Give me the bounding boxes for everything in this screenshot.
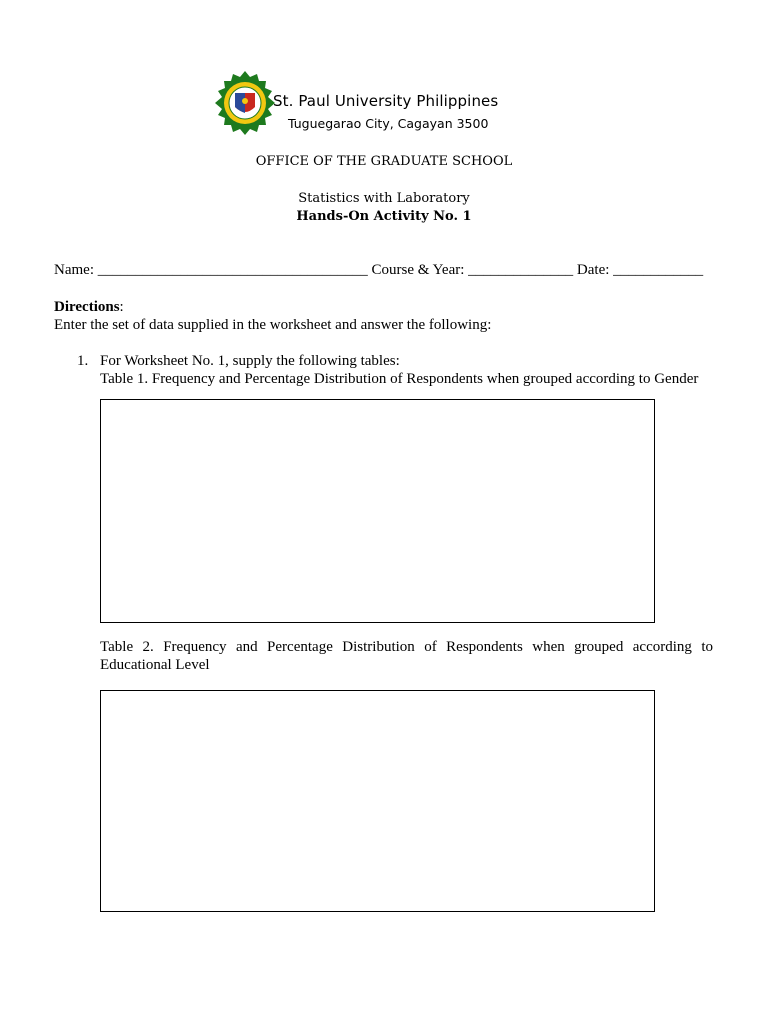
office-title: OFFICE OF THE GRADUATE SCHOOL [255, 154, 513, 169]
table2-caption: Table 2. Frequency and Percentage Distribution of Respondents when grouped according to Educational Level [100, 639, 713, 673]
university-name: St. Paul University Philippines [273, 92, 499, 110]
name-blank: ____________________________________ [97, 262, 368, 278]
directions-colon: : [119, 299, 124, 315]
name-label: Name: [54, 262, 94, 278]
subject-title: Statistics with Laboratory [298, 191, 470, 206]
directions-heading [54, 299, 124, 316]
student-info-line [54, 262, 703, 279]
seal-center-dot [242, 98, 248, 104]
directions-text: Enter the set of data supplied in the worksheet and answer the following: [54, 317, 492, 333]
date-label: Date: [576, 262, 610, 278]
course-year-blank: ______________ [468, 262, 574, 278]
item-number: 1. [77, 353, 89, 369]
item-text: For Worksheet No. 1, supply the following tables: [100, 353, 400, 369]
date-blank: ____________ [613, 262, 704, 278]
table1-caption: Table 1. Frequency and Percentage Distribution of Respondents when grouped according to Gender [100, 371, 699, 387]
table1-answer-box [100, 399, 655, 623]
university-seal-logo [213, 71, 277, 135]
table2-answer-box [100, 690, 655, 912]
university-address: Tuguegarao City, Cagayan 3500 [288, 116, 489, 131]
activity-title: Hands-On Activity No. 1 [296, 209, 472, 224]
course-year-label: Course & Year: [371, 262, 465, 278]
directions-title: Directions [54, 299, 120, 315]
